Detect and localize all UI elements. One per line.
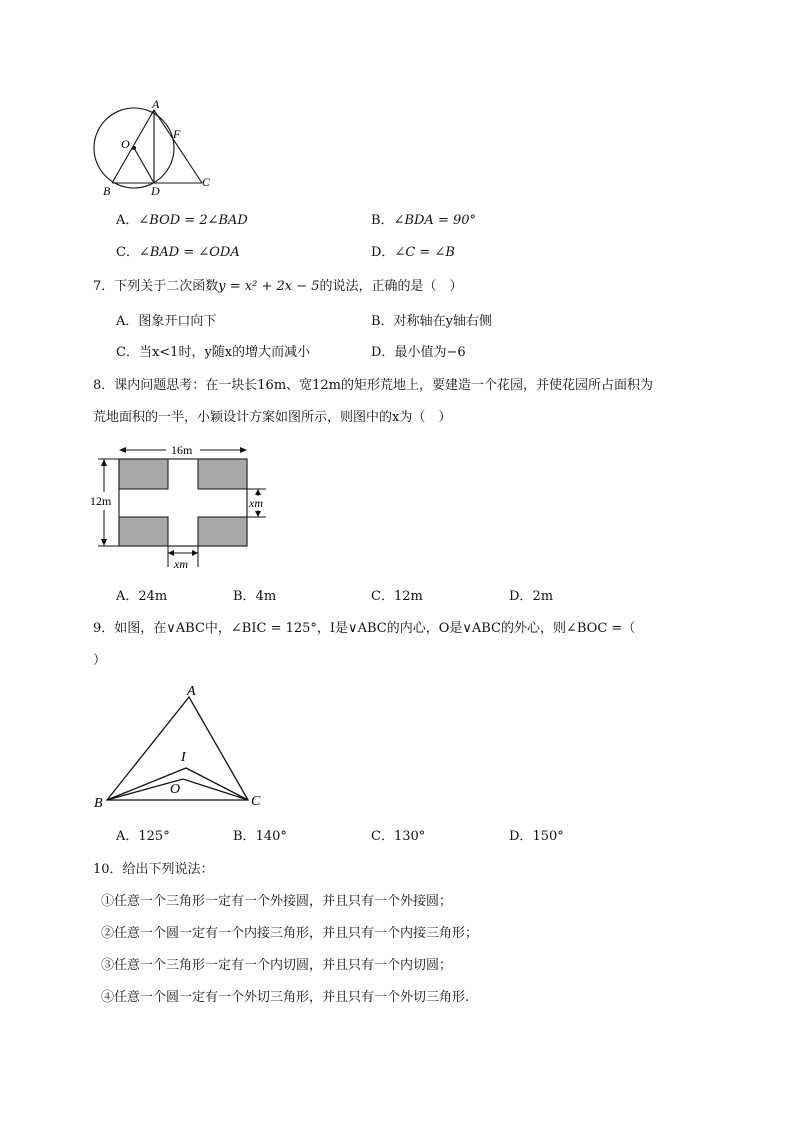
option-text: 125° <box>138 829 170 844</box>
q9-option-a <box>116 829 170 845</box>
q6-option-b <box>371 213 476 229</box>
q6-label-b: B <box>103 184 111 198</box>
q8-arrow-left <box>119 447 126 453</box>
q6-label-c: C <box>202 175 211 189</box>
q10-item-2: ②任意一个圆一定有一个内接三角形，并且只有一个内接三角形； <box>101 926 479 941</box>
q8-garden-figure <box>90 440 280 572</box>
option-text: 图象开口向下 <box>138 314 217 329</box>
q6-option-d <box>371 245 455 261</box>
option-key: B． <box>371 213 394 228</box>
q9-option-c <box>371 829 425 845</box>
q6-segment-od <box>134 148 154 183</box>
q8-stem-line2: 荒地面积的一半，小颖设计方案如图所示，则图中的x为（ ） <box>93 410 452 425</box>
q6-label-f: F <box>173 127 181 141</box>
q9-label-a: A <box>187 684 196 699</box>
q6-label-d: D <box>151 184 160 198</box>
q7-option-c <box>116 345 310 361</box>
option-key: A． <box>116 314 139 329</box>
option-key: C． <box>116 245 139 260</box>
q7-formula: y = x² + 2x − 5 <box>218 279 320 294</box>
q8-label-12m: 12m <box>90 494 112 508</box>
q8-arrow-down <box>101 539 107 546</box>
q7-option-a <box>116 314 216 330</box>
option-key: B． <box>233 589 256 604</box>
option-key: D． <box>509 589 533 604</box>
q8-option-c <box>371 589 423 605</box>
q9-option-b <box>233 829 287 845</box>
option-text: 最小值为−6 <box>394 345 466 360</box>
option-text: ∠C = ∠B <box>394 245 455 260</box>
q7-option-b <box>371 314 492 330</box>
option-text: 12m <box>393 589 423 604</box>
option-text: 140° <box>255 829 287 844</box>
option-text: 150° <box>532 829 564 844</box>
option-key: B． <box>371 314 394 329</box>
option-key: D． <box>371 345 395 360</box>
q9-triangle-figure <box>90 683 270 813</box>
q8-garden-block-tl <box>119 459 168 489</box>
option-key: B． <box>233 829 256 844</box>
q8-label-x-bottom: xm <box>174 557 188 571</box>
option-text: 4m <box>255 589 277 604</box>
option-key: C． <box>371 829 394 844</box>
q8-stem-line1: 8．课内问题思考：在一块长16m、宽12m的矩形荒地上，要建造一个花园，并使花园所占面积为 <box>93 378 654 393</box>
option-text: 2m <box>532 589 554 604</box>
q6-segment-ac <box>154 110 202 183</box>
q6-center-dot <box>132 146 136 150</box>
q8-label-x-right: xm <box>249 496 263 510</box>
q8-option-b <box>233 589 276 605</box>
q8-arrow-bottom-left <box>168 550 174 556</box>
option-text: 24m <box>138 589 168 604</box>
q8-garden-block-bl <box>119 517 168 546</box>
q6-label-o: O <box>121 137 130 151</box>
q8-arrow-bottom-right <box>192 550 198 556</box>
q10-item-1: ①任意一个三角形一定有一个外接圆，并且只有一个外接圆； <box>101 894 453 909</box>
q7-stem-before: 7．下列关于二次函数 <box>93 279 219 294</box>
q8-arrow-right-down <box>255 511 261 517</box>
q9-label-c: C <box>251 794 261 809</box>
q8-arrow-right <box>240 447 247 453</box>
q8-garden-block-tr <box>198 459 247 489</box>
option-text: 130° <box>393 829 426 844</box>
q9-label-o: O <box>170 782 181 797</box>
option-key: A． <box>116 213 139 228</box>
q6-option-a <box>116 213 248 229</box>
q7-stem <box>93 279 463 295</box>
q7-stem-after: 的说法，正确的是（ ） <box>319 279 463 294</box>
option-text: 当x<1时，y随x的增大而减小 <box>138 345 311 360</box>
q8-option-a <box>116 589 167 605</box>
q9-label-i: I <box>181 750 186 765</box>
option-key: D． <box>371 245 395 260</box>
q6-option-c <box>116 245 240 261</box>
option-key: D． <box>509 829 533 844</box>
q10-item-4: ④任意一个圆一定有一个外切三角形，并且只有一个外切三角形. <box>101 990 470 1005</box>
option-key: C． <box>116 345 139 360</box>
q9-label-b: B <box>94 796 103 811</box>
q10-item-3: ③任意一个三角形一定有一个内切圆，并且只有一个内切圆； <box>101 958 453 973</box>
option-text: ∠BOD = 2∠BAD <box>138 213 248 228</box>
option-key: A． <box>116 589 139 604</box>
q6-label-a: A <box>152 98 160 111</box>
q8-arrow-right-up <box>255 489 261 495</box>
q9-stem-line1: 9．如图，在∨ABC中，∠BIC = 125°，I是∨ABC的内心，O是∨ABC的外心，则∠BOC =（ <box>93 621 636 636</box>
option-text: ∠BAD = ∠ODA <box>138 245 240 260</box>
q9-option-d <box>509 829 564 845</box>
q8-garden-block-br <box>198 517 247 546</box>
q10-stem: 10．给出下列说法： <box>93 862 214 877</box>
option-key: C． <box>371 589 394 604</box>
option-text: ∠BDA = 90° <box>393 213 477 228</box>
q8-arrow-up <box>101 459 107 466</box>
q7-option-d <box>371 345 466 361</box>
q8-label-16m: 16m <box>171 443 193 457</box>
option-text: 对称轴在y轴右侧 <box>393 314 492 329</box>
q6-circle-figure <box>90 98 220 198</box>
q8-option-d <box>509 589 553 605</box>
q9-stem-line2: ） <box>93 653 107 668</box>
option-key: A． <box>116 829 139 844</box>
